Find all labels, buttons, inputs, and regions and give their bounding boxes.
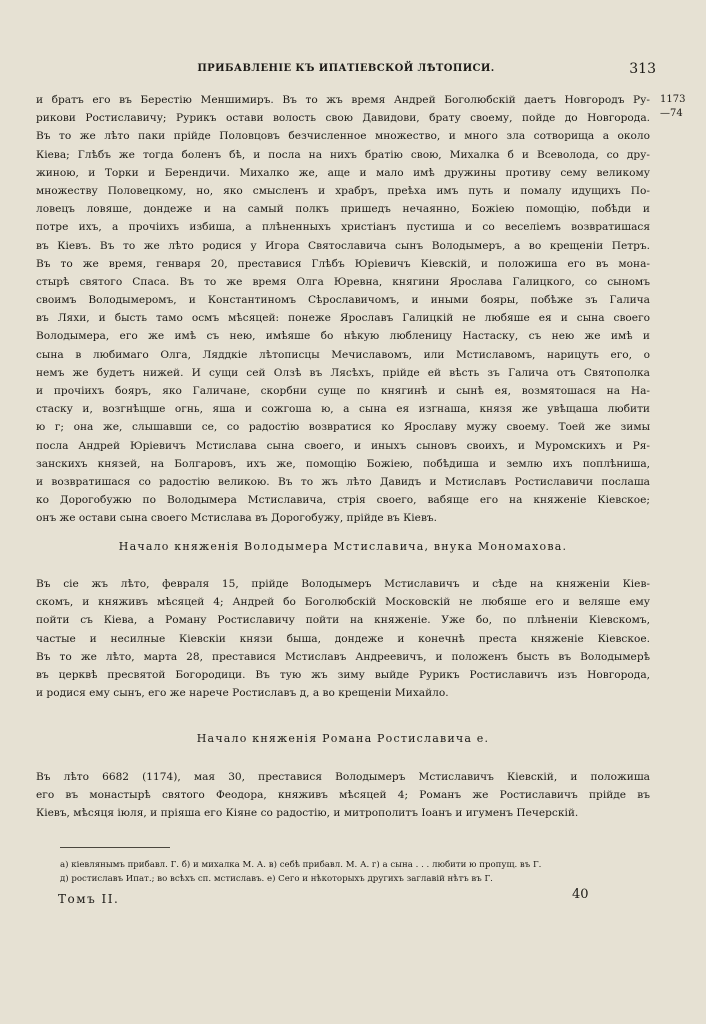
text-line: сына в любимаго Олга, Ляддкіе лѣтописцы Мечиславомъ, или Мстиславомъ, нарицуть его, о: [36, 348, 650, 361]
text-line: и родися ему сынъ, его же нарече Ростиславъ д, а во крещеніи Михайло.: [36, 687, 449, 700]
section-heading: Начало княженія Романа Ростиславича е.: [196, 732, 490, 745]
text-line: стаску и, возгнѣщше огнь, яша и сожгоша ю, а сына ея изгнаша, князя же увѣщаша любити: [36, 403, 650, 416]
volume-label: Томъ II.: [58, 892, 120, 906]
running-head: [36, 63, 656, 79]
text-line: множеству Половецкому, но, яко смысленъ и храбръ, преѣха имъ путь и помалу идущихъ По-: [36, 184, 650, 197]
text-line: ловецъ ловяше, дондеже и на самый полкъ пришедъ нечаянно, Божіею помощію, побѣди и: [36, 203, 650, 216]
text-line: и братъ его въ Берестію Меншимиръ. Въ то жъ время Андрей Боголюбскій даетъ Новгородъ Ру-: [36, 94, 650, 106]
paragraph-main: [36, 91, 650, 528]
margin-year: 1173: [660, 94, 686, 105]
text-line: и прочіихъ бояръ, яко Галичане, скорбни суще по княгинѣ и сынѣ ея, возмятошася на На-: [36, 385, 650, 397]
text-line: и возвратишася со радостію великою. Въ то жъ лѣто Давидъ и Мстиславъ Ростиславичи послаша: [36, 475, 650, 488]
sheet-number: 40: [572, 887, 589, 902]
text-line: потре ихъ, а прочіихъ избиша, а плѣненныхъ христіанъ пустиша и со веселіемъ возвратишася: [36, 221, 650, 234]
footnote-rule: [60, 847, 170, 848]
footnote-line: д) ростиславъ Ипат.; во всѣхъ сп. мстиславъ. е) Сего и нѣкоторыхъ другихъ заглавій нѣтъ въ Г.: [60, 874, 493, 884]
text-line: посла Андрей Юріевичъ Мстислава сына своего, и иныхъ сыновъ своихъ, и Муромскихъ и Ря-: [36, 439, 650, 452]
text-line: Кіевъ, мѣсяця іюля, и пріяша его Кіяне со радостію, и митрополитъ Іоанъ и игуменъ Печерскій.: [36, 807, 579, 820]
running-title: ПРИБАВЛЕНІЕ КЪ ИПАТІЕВСКОЙ ЛѢТОПИСИ.: [197, 63, 495, 74]
text-line: ко Дорогобужю по Володымера Мстиславича, стрія своего, вабяще его на княженіе Кіевское;: [36, 494, 650, 507]
footnote-line: а) кіевлянымъ прибавл. Г. б) и михалка М. А. в) себѣ прибавл. М. А. г) а сына . . . любити ю пропущ. въ Г.: [60, 860, 542, 870]
text-line: ю г; она же, слышавши се, со радостію возвратися ко Ярославу мужу своему. Тоей же зимы: [36, 421, 650, 434]
margin-year: —74: [660, 108, 683, 119]
text-line: частые и несилные Кіевскіи князи быша, дондеже и конечнѣ преста княженіе Кіевское.: [36, 632, 650, 645]
text-line: Въ то же лѣто, марта 28, преставися Мстиславъ Андреевичъ, и положенъ бысть въ Володымерѣ: [36, 650, 650, 663]
text-line: Въ сіе жъ лѣто, февраля 15, прійде Володымеръ Мстиславичъ и сѣде на княженіи Кіев-: [36, 578, 650, 590]
text-line: Володымера, его же имѣ съ нею, имѣяше бо нѣкую любленицу Настаску, съ нею же имѣ и: [36, 330, 650, 343]
paragraph-volodymer: [36, 575, 650, 702]
text-line: Въ то же время, генваря 20, преставися Глѣбъ Юріевичъ Кіевскій, и положиша его въ мона-: [36, 257, 650, 270]
text-line: рикови Ростиславичу; Рурикъ остави волость свою Давидови, брату своему, пойде до Новгорода.: [36, 112, 650, 125]
text-line: въ церквѣ пресвятой Богородици. Въ тую жъ зиму выйде Рурикъ Ростиславичъ изъ Новгорода,: [36, 668, 650, 681]
text-line: Въ лѣто 6682 (1174), мая 30, преставися Володымеръ Мстиславичъ Кіевскій, и положиша: [36, 771, 650, 783]
text-line: занскихъ князей, на Болгаровъ, ихъ же, помощію Божіею, побѣдиша и землю ихъ поплѣниша,: [36, 457, 650, 470]
text-line: въ Кіевъ. Въ то же лѣто родися у Игора Святославича сынъ Володымеръ, а во крещеніи Петръ.: [36, 239, 650, 252]
text-line: немъ же будетъ нижей. И сущи сей Олзѣ въ Лясѣхъ, прійде ей вѣсть зъ Галича отъ Святополка: [36, 366, 650, 379]
text-line: пойти съ Кіева, а Роману Ростиславичу пойти на княженіе. Уже бо, по плѣненіи Кіевскомъ,: [36, 614, 650, 627]
text-line: его въ монастырѣ святого Феодора, княживъ мѣсяцей 4; Романъ же Ростиславичъ прійде въ: [36, 789, 650, 802]
footnotes: [60, 858, 660, 886]
text-line: скомъ, и княживъ мѣсяцей 4; Андрей бо Боголюбскій Московскій не любяше его и веляше ему: [36, 596, 650, 609]
text-line: онъ же остави сына своего Мстислава въ Дорогобужу, прійде въ Кіевъ.: [36, 512, 438, 525]
paragraph-roman: [36, 768, 650, 823]
page-number: 313: [629, 61, 656, 77]
text-line: въ Ляхи, и бысть тамо осмъ мѣсяцей: понеже Ярославъ Галицкій не любяше ея и сына своего: [36, 312, 650, 325]
text-line: своимъ Володымеромъ, и Константиномъ Сѣрославичомъ, и иными бояры, побѣже зъ Галича: [36, 294, 650, 307]
text-line: Кіева; Глѣбъ же тогда боленъ бѣ, и посла на нихъ братію свою, Михалка б и Всеволода, со дру-: [36, 148, 650, 161]
section-heading: Начало княженія Володымера Мстиславича, внука Мономахова.: [118, 540, 568, 553]
text-line: Въ то же лѣто паки прійде Половцовъ безчисленное множество, и много зла сотворища а около: [36, 130, 650, 143]
text-line: жиною, и Торки и Берендичи. Михалко же, аще и мало имѣ дружины противу сему великому: [36, 166, 650, 179]
text-line: стырѣ святого Спаса. Въ то же время Олга Юревна, княгини Ярослава Галицкого, со сыномъ: [36, 275, 650, 288]
